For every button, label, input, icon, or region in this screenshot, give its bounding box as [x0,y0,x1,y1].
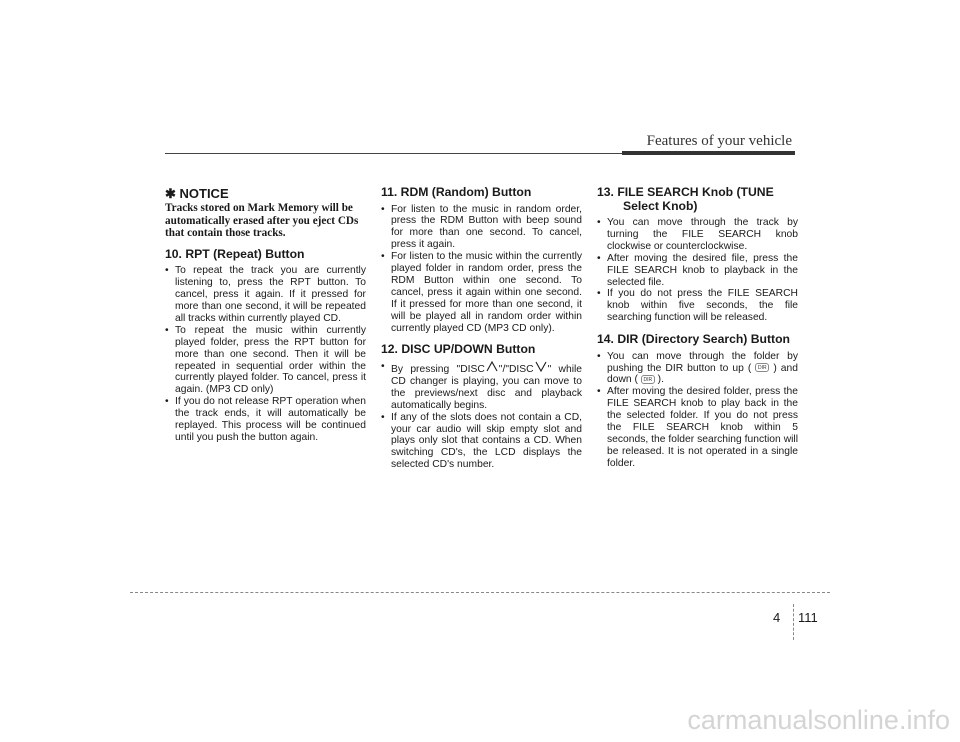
list-item [381,361,582,412]
chapter-number: 4 [773,610,781,625]
column-right [597,186,798,479]
list-item: • If you do not release RPT operation when the track ends, it will automatically be replayed. This process will be continued until you push the button again. [165,396,366,444]
footer-divider [793,604,794,640]
section-title-rdm: 11. RDM (Random) Button [381,185,532,199]
column-middle [381,186,582,480]
list-item [597,351,798,387]
notice-body: Tracks stored on Mark Memory will be automatically erased after you eject CDs that contain those tracks. [165,202,359,240]
file-search-bullet-list [597,217,798,324]
section-title-dir: 14. DIR (Directory Search) Button [597,332,791,347]
footer-rule [130,592,830,593]
section-title-disc: 12. DISC UP/DOWN Button [381,342,536,357]
section-title-rpt: 10. RPT (Repeat) Button [165,246,305,261]
rpt-bullet-list [165,265,366,444]
caret-up-icon [486,361,498,372]
dir-text-c: ). [657,374,664,386]
list-item: • If you do not press the FILE SEARCH knob within five seconds, the file searching function will be released. [597,288,798,324]
list-item: • If any of the slots does not contain a CD, your car audio will skip empty slot and plays only slot that contains a CD. When switching CD's, the LCD displays the selected CD's number. [381,412,582,472]
list-item: • For listen to the music within the currently played folder in random order, press the RDM Button within one second. To cancel, press it again within one second. If it pressed for more than one second, it will be played all in random order within currently played CD (MP3 CD only). [381,251,582,334]
list-item: • After moving the desired file, press the FILE SEARCH knob to playback in the selected file. [597,253,798,289]
page-header-title: Features of your vehicle [646,133,792,149]
dir-text-a: You can move through the folder by pushing the DIR button to up ( [607,350,798,374]
disc-text-b: "/"DISC [498,363,534,375]
list-item: • To repeat the track you are currently listening to, press the RPT button. To cancel, press it again. If it pressed for more than one second, it will be repeated all tracks within currently played CD. [165,265,366,325]
disc-text-a: By pressing "DISC [391,363,485,375]
dir-down-icon: DIR [641,375,655,384]
list-item: • After moving the desired folder, press the FILE SEARCH knob to play back in the the selected folder. If you do not press the FILE SEARCH knob within 5 seconds, the folder searching function will be released. It is not operated in a single folder. [597,386,798,469]
header-accent-bar [622,151,795,155]
disc-text-c: " while CD changer is playing, you can move to the previews/next disc and playback automatically begins. [391,363,582,411]
page-number: 111 [798,610,818,625]
caret-down-icon [535,361,547,372]
list-item: • You can move through the track by turning the FILE SEARCH knob clockwise or counterclockwise. [597,217,798,253]
dir-bullet-list [597,351,798,470]
dir-up-icon: DIR [755,363,769,372]
notice-title: ✱ NOTICE [165,186,229,201]
watermark: carmanualsonline.info [687,705,950,735]
section-title-file-search: 13. FILE SEARCH Knob (TUNE Select Knob) [597,185,774,213]
disc-bullet-list [381,361,582,471]
dir-text-b: ) and down ( [607,362,798,386]
rdm-bullet-list [381,204,582,335]
list-item: • For listen to the music in random order, press the RDM Button with beep sound for more than one second. To cancel, press it again. [381,204,582,252]
column-left [165,186,366,453]
list-item: • To repeat the music within currently played folder, press the RPT button for more than one second. Then it will be repeated in sequential order within the currently played folder. To cancel, press it again. (MP3 CD only) [165,325,366,396]
